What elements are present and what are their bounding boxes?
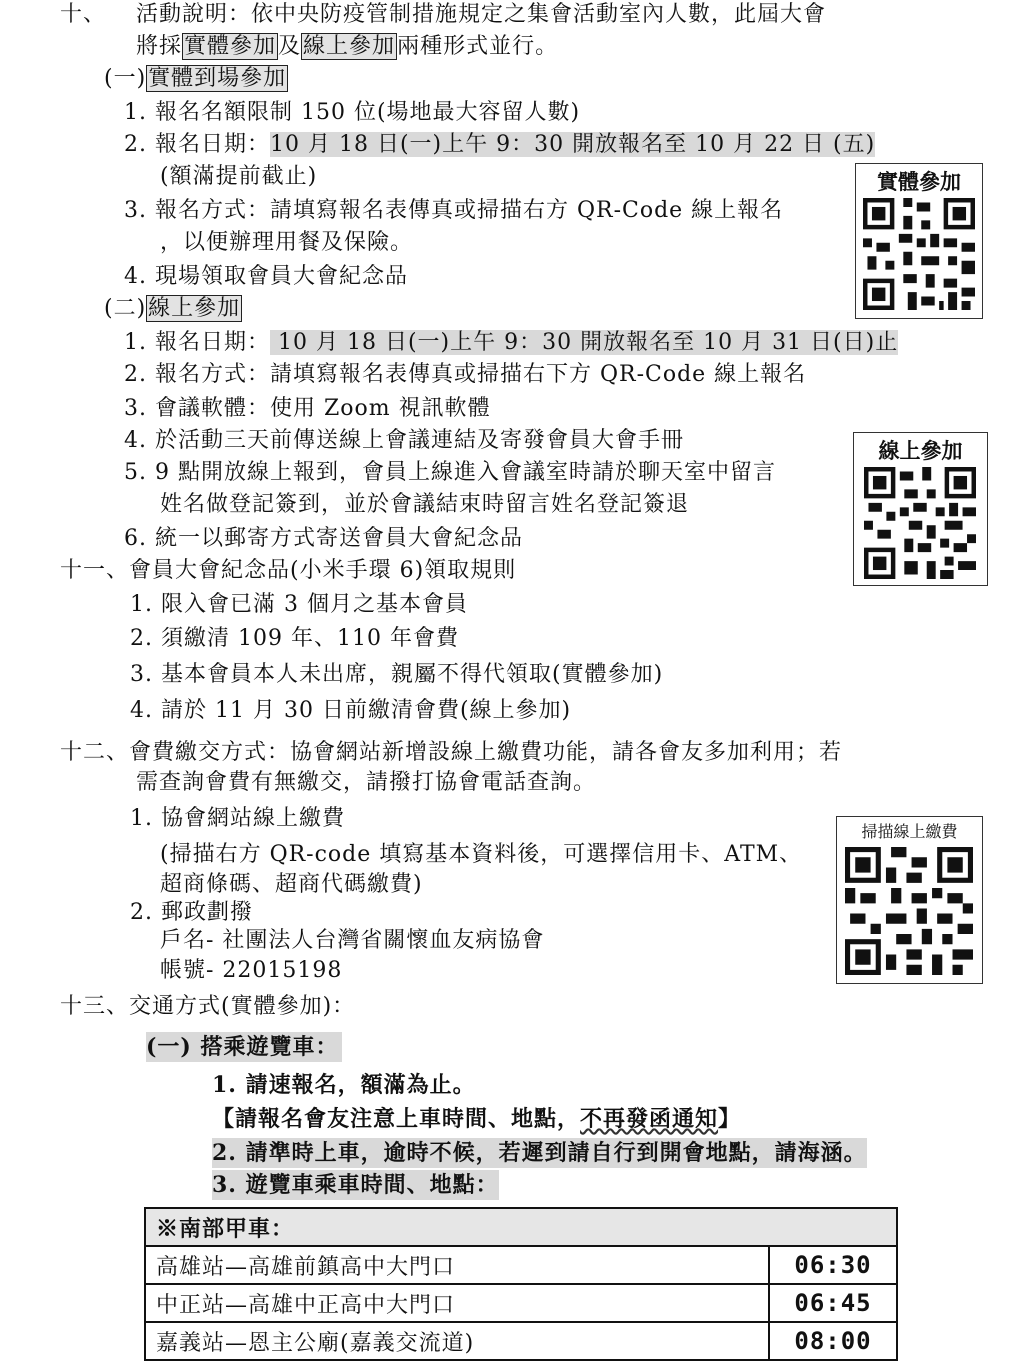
bus-subsection-heading: (一) 搭乘遊覽車： — [146, 1032, 342, 1062]
highlighted-date: 10 月 18 日(一)上午 9：30 開放報名至 10 月 22 日 (五) — [269, 132, 876, 157]
text: 兩種形式並行。 — [397, 34, 559, 59]
section-13-title: 十三、交通方式(實體參加)： — [60, 994, 356, 1019]
account-name: 戶名- 社團法人台灣省關懷血友病協會 — [160, 928, 545, 953]
list-item: 1. 請速報名，額滿為止。 — [212, 1072, 476, 1098]
text: (一) — [104, 66, 147, 91]
stop-cell: 高雄站—高雄前鎮高中大門口 — [145, 1246, 769, 1284]
list-item: 4. 請於 11 月 30 日前繳清會費(線上參加) — [130, 698, 572, 723]
list-item — [124, 130, 875, 160]
table-row — [145, 1246, 897, 1284]
list-item: 3. 基本會員本人未出席，親屬不得代領取(實體參加) — [130, 662, 664, 687]
account-number: 帳號- 22015198 — [160, 958, 343, 983]
qr-label: 線上參加 — [878, 439, 963, 463]
list-item: (額滿提前截止) — [160, 164, 318, 189]
emphasis-text: 不再發函通知 — [580, 1106, 719, 1132]
section-12-line2: 需查詢會費有無繳交，請撥打協會電話查詢。 — [136, 770, 597, 795]
qr-code-icon — [864, 467, 976, 579]
list-item: (掃描右方 QR-code 填寫基本資料後，可選擇信用卡、ATM、 — [160, 842, 803, 867]
list-item: 4. 現場領取會員大會紀念品 — [124, 264, 408, 289]
table-row — [145, 1322, 897, 1360]
table-header-row — [145, 1208, 897, 1246]
bus-schedule-table — [144, 1207, 898, 1361]
list-item: 3. 會議軟體：使用 Zoom 視訊軟體 — [124, 396, 491, 421]
text: 1. 報名日期： — [124, 330, 270, 355]
text: (二) — [104, 296, 147, 321]
text: 2. 報名日期： — [124, 132, 270, 157]
qr-code-online[interactable] — [853, 432, 988, 586]
section-10-line2 — [136, 32, 558, 62]
notice-line — [212, 1104, 741, 1134]
section-10-line1: 活動說明：依中央防疫管制措施規定之集會活動室內人數，此屆大會 — [136, 2, 827, 27]
list-item: 1. 限入會已滿 3 個月之基本會員 — [130, 592, 468, 617]
text: 】 — [718, 1106, 742, 1132]
qr-label: 掃描線上繳費 — [861, 822, 958, 841]
list-item: 2. 請準時上車，逾時不候，若遲到請自行到開會地點，請海涵。 — [212, 1140, 867, 1166]
stop-cell: 中正站—高雄中正高中大門口 — [145, 1284, 769, 1322]
list-item: 超商條碼、超商代碼繳費) — [160, 872, 423, 897]
time-cell: 08:00 — [769, 1322, 897, 1360]
qr-code-icon — [845, 847, 973, 975]
text: 【請報名會友注意上車時間、地點， — [212, 1106, 581, 1132]
section-12-line1: 十二、會費繳交方式：協會網站新增設線上繳費功能，請各會友多加利用；若 — [60, 740, 843, 765]
list-item: 2. 報名方式：請填寫報名表傳真或掃描右下方 QR-Code 線上報名 — [124, 362, 807, 387]
list-item: 3. 報名方式：請填寫報名表傳真或掃描右方 QR-Code 線上報名 — [124, 198, 784, 223]
time-cell: 06:45 — [769, 1284, 897, 1322]
list-item: 1. 協會網站線上繳費 — [130, 806, 345, 831]
section-11-title: 十一、會員大會紀念品(小米手環 6)領取規則 — [60, 558, 517, 583]
highlighted-date: 10 月 18 日(一)上午 9：30 開放報名至 10 月 31 日(日)止 — [269, 330, 899, 355]
list-item: 2. 郵政劃撥 — [130, 900, 253, 925]
list-item: 1. 報名名額限制 150 位(場地最大容留人數) — [124, 100, 581, 125]
time-cell: 06:30 — [769, 1246, 897, 1284]
list-item: 4. 於活動三天前傳送線上會議連結及寄發會員大會手冊 — [124, 428, 684, 453]
qr-code-physical[interactable] — [855, 163, 983, 319]
text: 將採 — [136, 34, 183, 59]
subsection-title: 實體到場參加 — [148, 66, 287, 91]
list-item: ，以便辦理用餐及保險。 — [160, 230, 414, 255]
list-item: 5. 9 點開放線上報到，會員上線進入會議室時請於聊天室中留言 — [124, 460, 776, 485]
text: 及 — [278, 34, 302, 59]
tag-online: 線上參加 — [303, 34, 396, 59]
subsection-title: 線上參加 — [148, 296, 241, 321]
stop-cell: 嘉義站—恩主公廟(嘉義交流道) — [145, 1322, 769, 1360]
list-item: 6. 統一以郵寄方式寄送會員大會紀念品 — [124, 526, 523, 551]
list-item — [124, 328, 898, 358]
table-header: ※南部甲車： — [145, 1208, 897, 1246]
subsection-physical-heading — [104, 64, 288, 94]
subsection-online-heading — [104, 294, 242, 324]
qr-label: 實體參加 — [877, 170, 961, 194]
table-row — [145, 1284, 897, 1322]
list-item: 姓名做登記簽到，並於會議結束時留言姓名登記簽退 — [160, 492, 690, 517]
qr-code-icon — [863, 198, 975, 310]
list-item: 3. 遊覽車乘車時間、地點： — [212, 1172, 499, 1198]
qr-code-payment[interactable] — [836, 816, 983, 984]
list-item: 2. 須繳清 109 年、110 年會費 — [130, 626, 459, 651]
section-10-number: 十、 — [60, 2, 107, 27]
tag-physical: 實體參加 — [184, 34, 277, 59]
